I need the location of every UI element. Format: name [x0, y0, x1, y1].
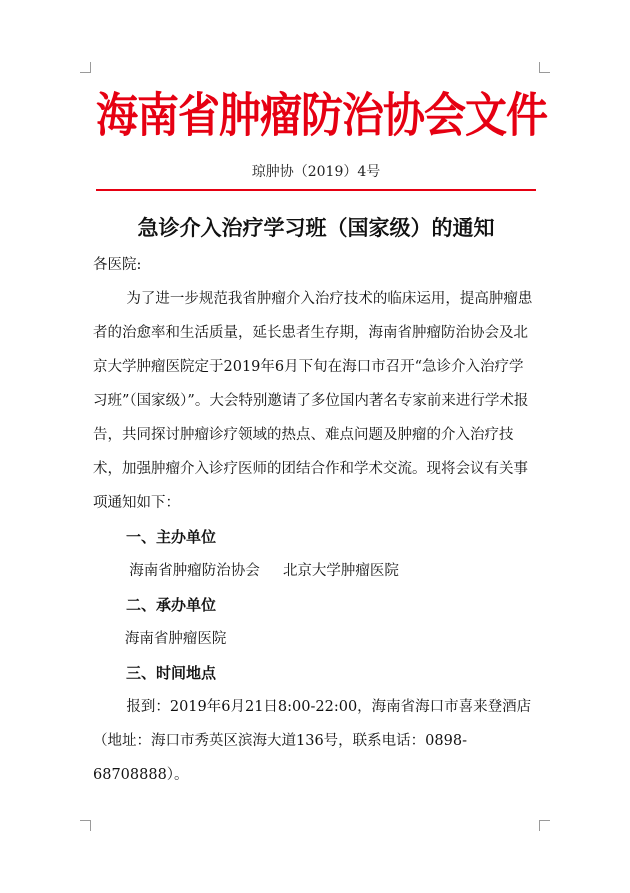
notice-title: 急诊介入治疗学习班（国家级）的通知: [137, 215, 495, 240]
organizer-name: 北京大学肿瘤医院: [282, 563, 399, 579]
organizer-list: [93, 554, 535, 588]
section-heading-organizer: 一、主办单位: [126, 528, 217, 546]
section-heading-host: 二、承办单位: [126, 596, 217, 614]
document-number: 琼肿协（2019）4号: [251, 164, 381, 180]
header-red-divider: [96, 189, 536, 191]
document-header-title: 海南省肿瘤防治协会文件: [96, 88, 548, 143]
host-name: 海南省肿瘤医院: [124, 631, 227, 647]
intro-paragraph: 为了进一步规范我省肿瘤介入治疗技术的临床运用，提高肿瘤患者的治愈率和生活质量，延长患者生存期，海南省肿瘤防治协会及北京大学肿瘤医院定于2019年6月下旬在海口市召开“急诊介入治疗学习班”（国家级）”。大会特别邀请了多位国内著名专家前来进行学术报告，共同探讨肿瘤诊疗领域的热点、难点问题及肿瘤的介入治疗技术，加强肿瘤介入诊疗医师的团结合作和学术交流。现将会议有关事项通知如下：: [93, 291, 533, 511]
page-corner-mark-top-right: [539, 62, 550, 73]
page-corner-mark-bottom-left: [80, 820, 91, 831]
time-location-paragraph: 报到：2019年6月21日8:00-22:00，海南省海口市喜来登酒店（地址：海口市秀英区滨海大道136号，联系电话：0898-68708888）。: [93, 699, 532, 783]
page-corner-mark-top-left: [80, 62, 91, 73]
section-heading-time-location: 三、时间地点: [126, 664, 217, 682]
salutation: 各医院:: [93, 257, 142, 273]
page-corner-mark-bottom-right: [539, 820, 550, 831]
organizer-name: 海南省肿瘤防治协会: [129, 563, 260, 579]
document-body: [93, 248, 535, 792]
